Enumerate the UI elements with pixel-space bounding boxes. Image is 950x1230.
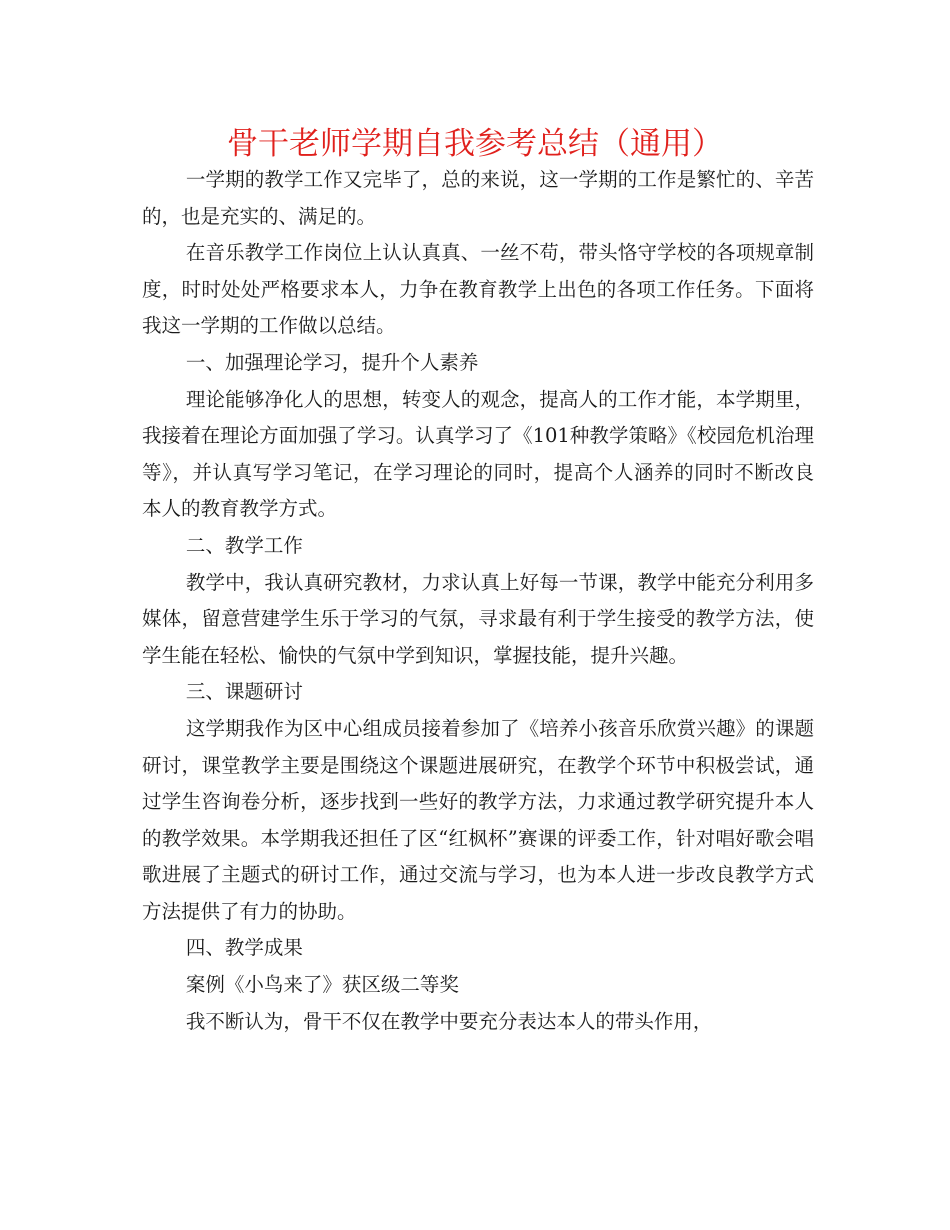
document-body	[142, 162, 814, 1040]
section-heading: 三、课题研讨	[185, 680, 303, 704]
paragraph: 一学期的教学工作又完毕了，总的来说，这一学期的工作是繁忙的、辛苦的，也是充实的、满足的。	[142, 168, 814, 228]
paragraph: 我不断认为，骨干不仅在教学中要充分表达本人的带头作用，	[185, 1009, 713, 1033]
paragraph: 在音乐教学工作岗位上认认真真、一丝不苟，带头恪守学校的各项规章制度，时时处处严格要求本人，力争在教育教学上出色的各项工作任务。下面将我这一学期的工作做以总结。	[142, 241, 814, 338]
document-title: 骨干老师学期自我参考总结（通用）	[227, 126, 723, 162]
paragraph: 教学中，我认真研究教材，力求认真上好每一节课，教学中能充分利用多媒体，留意营建学生乐于学习的气氛，寻求最有利于学生接受的教学方法，使学生能在轻松、愉快的气氛中学到知识，掌握技能，提升兴趣。	[142, 570, 814, 667]
section-heading: 四、教学成果	[185, 936, 303, 960]
section-heading: 一、加强理论学习，提升个人素养	[185, 350, 479, 374]
paragraph: 理论能够净化人的思想，转变人的观念，提高人的工作才能，本学期里，我接着在理论方面加强了学习。认真学习了《101种教学策略》《校园危机治理等》，并认真写学习笔记，在学习理论的同时，提高个人涵养的同时不断改良本人的教育教学方式。	[142, 387, 814, 521]
award-line: 案例《小鸟来了》获区级二等奖	[185, 973, 459, 997]
section-heading: 二、教学工作	[185, 533, 303, 557]
paragraph: 这学期我作为区中心组成员接着参加了《培养小孩音乐欣赏兴趣》的课题研讨，课堂教学主要是围绕这个课题进展研究，在教学个环节中积极尝试，通过学生咨询卷分析，逐步找到一些好的教学方法，力求通过教学研究提升本人的教学效果。本学期我还担任了区“红枫杯”赛课的评委工作，针对唱好歌会唱歌进展了主题式的研讨工作，通过交流与学习，也为本人进一步改良教学方式方法提供了有力的协助。	[142, 716, 814, 923]
